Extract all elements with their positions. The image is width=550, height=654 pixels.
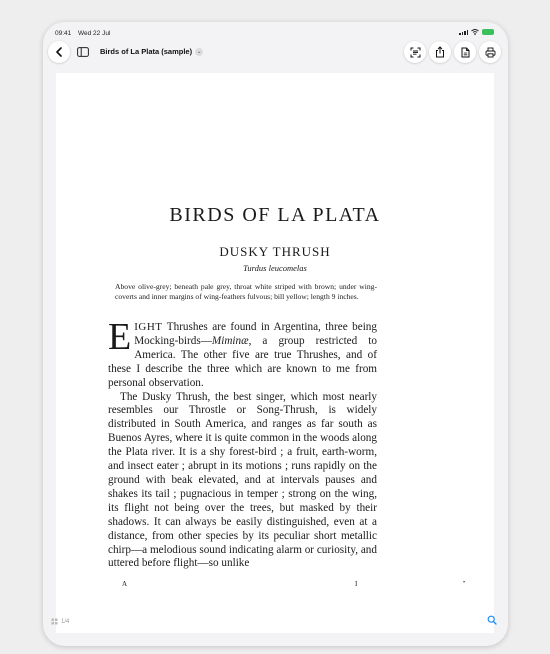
chevron-down-icon: ⌄	[196, 49, 202, 55]
document-title: Birds of La Plata (sample)	[100, 47, 193, 56]
signature-mark-left: A	[122, 580, 128, 588]
toolbar	[43, 39, 508, 67]
species-description: Above olive-grey; beneath pale grey, throat white striped with brown; under wing-coverts and inner margins of wing-feathers fulvous; bill yellow; length 9 inches.	[115, 282, 377, 301]
page-speck: •	[463, 580, 466, 586]
paragraph-1-italic: Miminæ	[211, 334, 249, 347]
species-name: Turdus leucomelas	[243, 263, 307, 273]
document-page[interactable]	[56, 73, 494, 633]
paragraph-1-text-a: Thrushes are found in Argentina, three being Mocking-birds—	[134, 321, 377, 347]
share-icon	[435, 46, 445, 58]
drop-cap: E	[108, 316, 132, 358]
page-grid-icon	[51, 618, 58, 625]
search-icon	[487, 615, 497, 625]
paragraph-lead: IGHT	[134, 321, 163, 333]
ipad-screen	[43, 22, 508, 646]
paragraph-2: The Dusky Thrush, the best singer, which most nearly resembles our Throstle or Song-Thrush, is widely distributed in South America, and ranges as far south as Buenos Ayres, where it is quite common in the woods along the Plata river. It is a shy forest-bird ; a fruit, earth-worm, and insect eater ; abrupt in its motions ; runs rapidly on the ground with beak elevated, and at intervals pauses and shakes its tail ; pugnacious in temper ; strong on the wing, its flight not being over the trees, but masked by their shadows. It can always be easily distinguished, even at a distance, from other species by its peculiar short metallic chirp—a melodious sound indicating alarm or curiosity, and uttered before flight—so unlike	[108, 390, 377, 570]
document-icon	[461, 47, 470, 58]
body-text	[108, 316, 377, 571]
scan-text-icon	[410, 47, 421, 58]
chapter-title: DUSKY THRUSH	[219, 244, 331, 259]
sidebar-icon	[77, 47, 89, 57]
document-title-menu[interactable]	[100, 47, 203, 56]
wifi-icon	[471, 29, 479, 35]
paragraph-1-text-b: , a group restricted to America. The other five are true Thrushes, and of these I describe the three which are known to me from personal observation.	[108, 334, 377, 389]
paragraph-1	[108, 316, 377, 391]
page-indicator-label: 1/4	[61, 618, 70, 625]
share-button[interactable]	[429, 41, 451, 63]
print-button[interactable]	[479, 41, 501, 63]
signature-mark-right: I	[355, 580, 358, 588]
scan-text-button[interactable]	[404, 41, 426, 63]
chevron-left-icon	[55, 47, 63, 57]
page-indicator[interactable]	[51, 618, 69, 625]
search-button[interactable]	[484, 612, 500, 628]
book-title: BIRDS OF LA PLATA	[169, 204, 381, 226]
sidebar-toggle-button[interactable]	[73, 42, 93, 62]
status-indicators	[459, 29, 494, 35]
status-time: 09:41	[55, 30, 72, 37]
back-button[interactable]	[48, 41, 70, 63]
cellular-signal-icon	[459, 30, 468, 35]
document-button[interactable]	[454, 41, 476, 63]
status-date: Wed 22 Jul	[78, 30, 111, 37]
battery-icon	[482, 29, 494, 35]
status-bar	[43, 22, 508, 40]
print-icon	[485, 47, 496, 58]
